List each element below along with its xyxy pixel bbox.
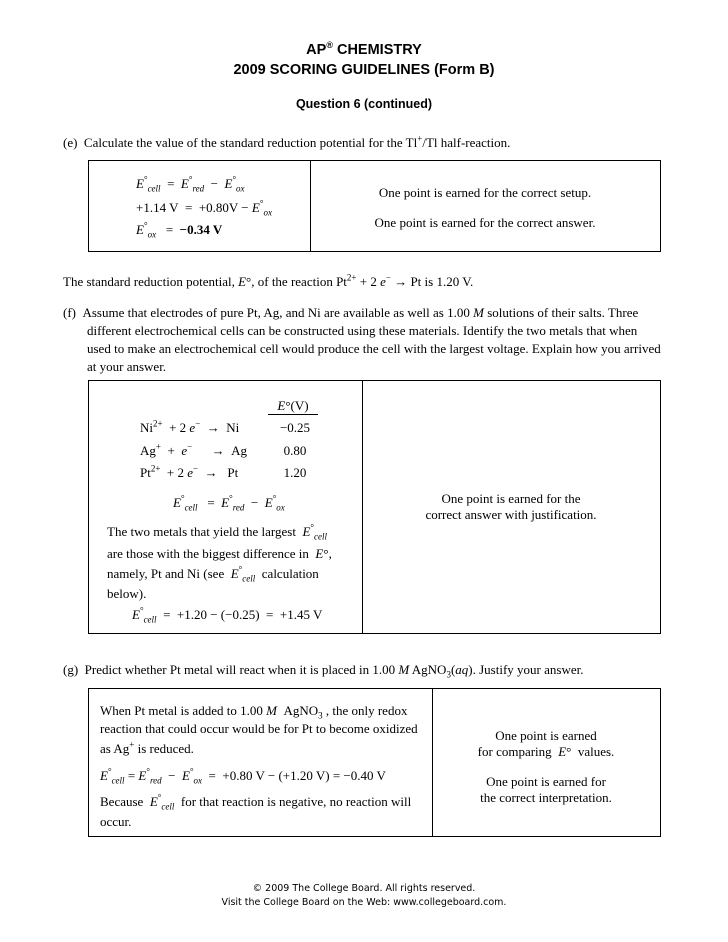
part-g-point1-1: One point is earned xyxy=(495,728,597,743)
part-g-point1-2: for comparing E° values. xyxy=(477,744,615,759)
part-g-divider xyxy=(432,688,433,837)
value-pt: 1.20 xyxy=(283,465,307,480)
part-f-point-1: One point is earned for the xyxy=(441,491,581,506)
part-f-calc: $E^\circ_{cell} = +1.20 - (-0.25) = +1.45$ V xyxy=(132,605,323,625)
reaction-pt: $Pt^{2+} + 2$ e− → Pt xyxy=(140,463,239,480)
part-g-text-2: reaction that could occur would be for Pt to become oxidized xyxy=(100,721,418,736)
part-f-prompt-2: different electrochemical cells can be constructed using these materials. Identify the two metals that when xyxy=(87,323,638,338)
part-e-divider xyxy=(310,160,311,252)
reaction-ni: $Ni^{2+} + 2$ e− → Ni xyxy=(140,418,240,435)
part-f-prompt-4: at your answer. xyxy=(87,359,167,374)
part-g-point2-2: the correct interpretation. xyxy=(480,790,612,805)
part-e-point1: One point is earned for the correct setup. xyxy=(378,185,592,200)
footer-website: Visit the College Board on the Web: www.collegeboard.com. xyxy=(221,897,507,908)
part-g-text-3: as Ag+ is reduced. xyxy=(100,739,194,756)
part-f-explain-2: are those with the biggest difference in E°, xyxy=(107,546,332,561)
part-e-point2: One point is earned for the correct answer. xyxy=(374,215,596,230)
part-f-explain-3: namely, Pt and Ni (see $E^\circ_{cell}$ calculation xyxy=(107,564,319,584)
part-f-explain-1: The two metals that yield the largest $E^\circ_{cell}$ xyxy=(107,522,327,542)
value-ag: 0.80 xyxy=(283,443,307,458)
part-f-col-header: E°(V) xyxy=(268,398,318,415)
intro-sentence: The standard reduction potential, E°, of the reaction $Pt^{2+} + 2$ e− → Pt is 1.20 V. xyxy=(63,272,474,289)
part-f-explain-4: below). xyxy=(107,586,147,601)
doc-title: AP® CHEMISTRY xyxy=(306,40,422,58)
part-e-eq2: +1.14 $V = +0.80V - E^\circ_{ox}$ xyxy=(136,198,272,218)
part-f-point-2: correct answer with justification. xyxy=(425,507,597,522)
value-ni: −0.25 xyxy=(279,420,311,435)
part-e-eq1: $E^\circ_{cell} = E^\circ_{red} - E^\circ_{ox}$ xyxy=(136,174,245,194)
part-g-point2-1: One point is earned for xyxy=(486,774,606,789)
part-e-prompt: (e) Calculate the value of the standard reduction potential for the Tl+/Tl half-reaction. xyxy=(63,133,511,150)
reaction-ag: Ag+ + e− → Ag xyxy=(140,441,248,458)
part-g-calc: $E^\circ_{cell} = E^\circ_{red} - E^\circ_{ox} = +0.80$ V − (+1.20 V) = −0.40 V xyxy=(100,766,386,786)
part-f-prompt-1: (f) Assume that electrodes of pure Pt, Ag, and Ni are available as well as 1.00 M solutions of their salts. Three xyxy=(63,305,639,320)
part-f-prompt-3: used to make an electrochemical cell would produce the cell with the largest voltage. Explain how you arrived xyxy=(87,341,661,356)
question-heading: Question 6 (continued) xyxy=(295,97,433,111)
part-g-text-1: When Pt metal is added to 1.00 M AgNO$_3$ , the only redox xyxy=(100,703,408,721)
part-g-prompt: (g) Predict whether Pt metal will react when it is placed in 1.00 M AgNO$_3$(aq). Justify your answer. xyxy=(63,662,584,680)
part-g-concl-2: occur. xyxy=(100,814,132,829)
part-g-concl-1: Because $E^\circ_{cell}$ for that reaction is negative, no reaction will xyxy=(100,792,412,812)
part-f-formula: $E^\circ_{cell} = E^\circ_{red} - E^\circ_{ox}$ xyxy=(173,493,285,513)
footer-copyright: © 2009 The College Board. All rights reserved. xyxy=(252,883,476,894)
doc-subtitle: 2009 SCORING GUIDELINES (Form B) xyxy=(233,62,495,78)
part-e-eq3: $E^\circ_{ox} = -0.34$ V xyxy=(136,220,223,240)
